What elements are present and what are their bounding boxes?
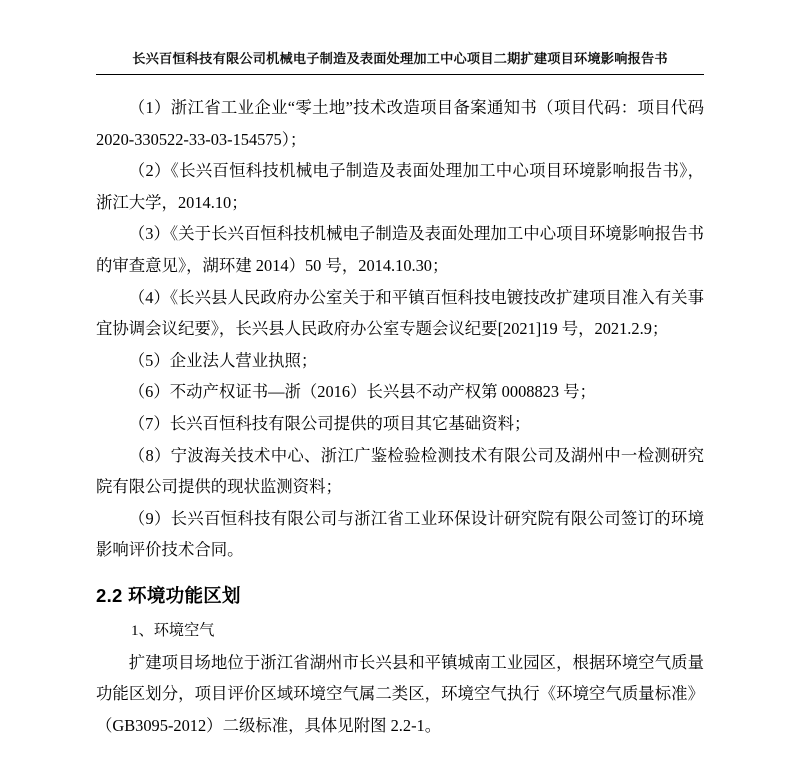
list-item: （4）《长兴县人民政府办公室关于和平镇百恒科技电镀技改扩建项目准入有关事宜协调会议纪要》，长兴县人民政府办公室专题会议纪要[2021]19 号，2021.2.9； bbox=[96, 287, 704, 339]
list-item: （6）不动产权证书—浙（2016）长兴县不动产权第 0008823 号； bbox=[128, 382, 596, 402]
list-item: （5）企业法人营业执照； bbox=[128, 350, 318, 370]
list-item: （1）浙江省工业企业“零土地”技术改造项目备案通知书（项目代码：项目代码 2020-330522-33-03-154575）； bbox=[96, 98, 704, 149]
subsection-label: 1、环境空气 bbox=[130, 621, 215, 639]
page-header: 长兴百恒科技有限公司机械电子制造及表面处理加工中心项目二期扩建项目环境影响报告书 bbox=[96, 48, 704, 75]
section-heading: 2.2 环境功能区划 bbox=[96, 584, 241, 606]
list-item: （3）《关于长兴百恒科技机械电子制造及表面处理加工中心项目环境影响报告书的审查意见》，湖环建 2014）50 号，2014.10.30； bbox=[96, 224, 704, 275]
body-paragraph: 扩建项目场地位于浙江省湖州市长兴县和平镇城南工业园区，根据环境空气质量功能区划分，项目评价区域环境空气属二类区，环境空气执行《环境空气质量标准》（GB3095-2012）二级标准，具体见附图 2.2-1。 bbox=[96, 652, 704, 735]
document-body bbox=[96, 92, 704, 741]
list-item: （2）《长兴百恒科技机械电子制造及表面处理加工中心项目环境影响报告书》，浙江大学，2014.10； bbox=[96, 161, 704, 212]
list-item: （9）长兴百恒科技有限公司与浙江省工业环保设计研究院有限公司签订的环境影响评价技术合同。 bbox=[96, 508, 704, 560]
list-item: （8）宁波海关技术中心、浙江广鉴检验检测技术有限公司及湖州中一检测研究院有限公司提供的现状监测资料； bbox=[96, 445, 704, 497]
list-item: （7）长兴百恒科技有限公司提供的项目其它基础资料； bbox=[128, 413, 531, 433]
